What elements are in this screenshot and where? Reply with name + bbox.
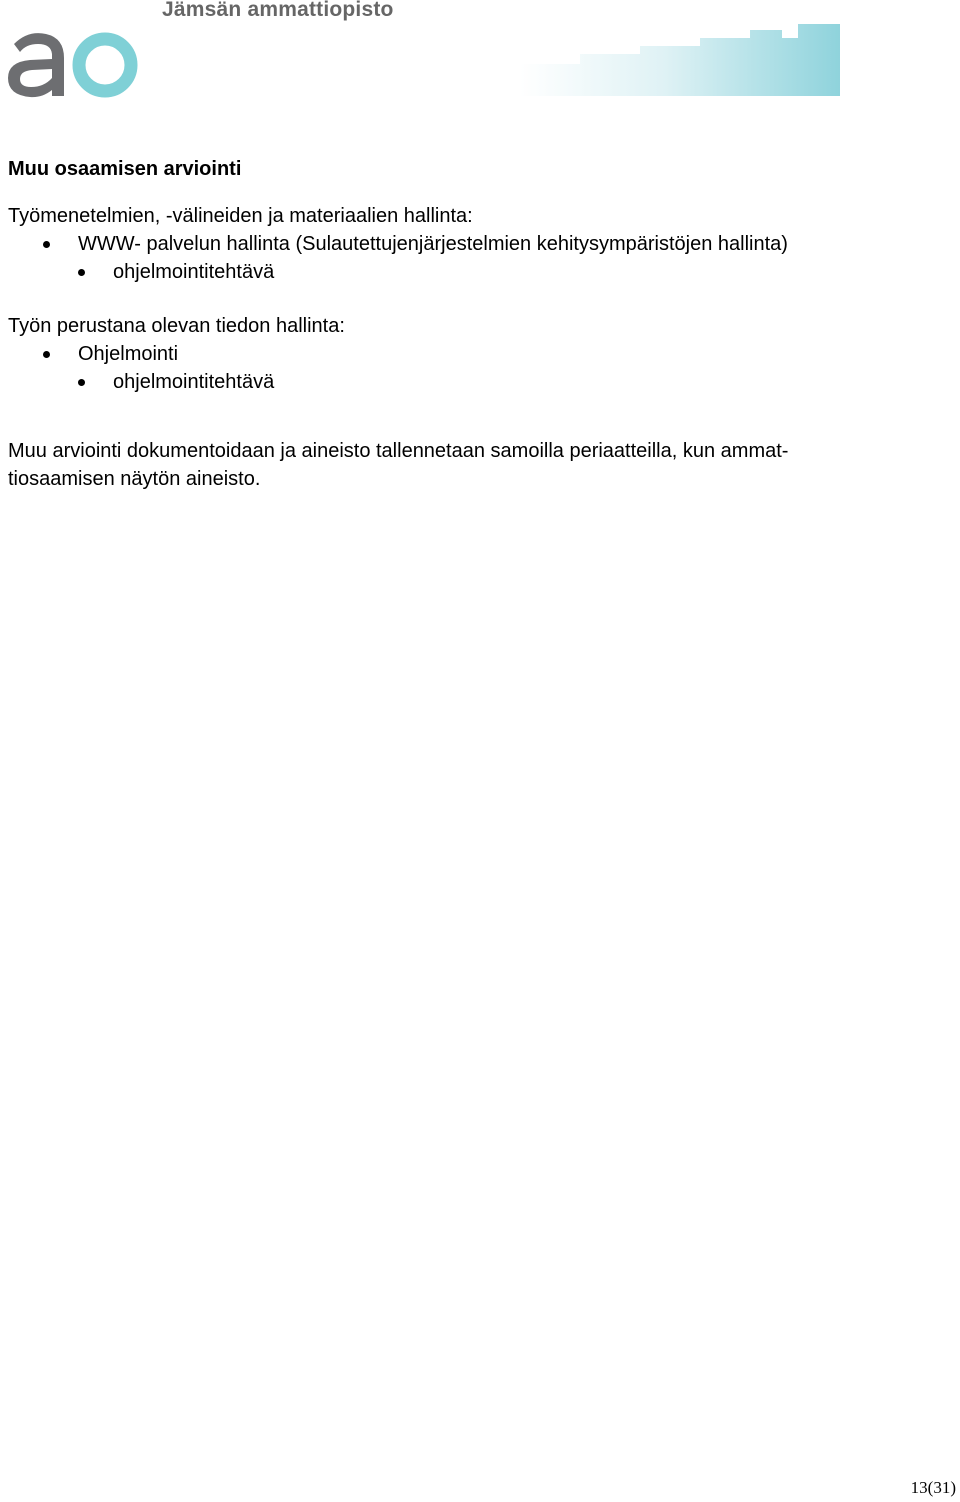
spacer — [8, 286, 952, 312]
sub-list-item — [8, 368, 952, 396]
spacer — [8, 396, 952, 437]
page-header — [0, 0, 960, 110]
list-item-text: WWW- palvelun hallinta (Sulautettujenjärjestelmien kehitysympäristöjen hallinta) — [78, 233, 788, 255]
group-heading: Työn perustana olevan tiedon hallinta: — [8, 315, 345, 337]
list-item-text: Ohjelmointi — [78, 343, 179, 365]
closing-line: tiosaamisen näytön aineisto. — [8, 468, 261, 490]
list-item — [8, 230, 952, 258]
bullet-icon — [78, 379, 85, 386]
group-work-methods — [8, 202, 952, 286]
stairs-graphic — [520, 24, 840, 96]
ao-logo — [4, 20, 144, 102]
closing-line: Muu arviointi dokumentoidaan ja aineisto tallennetaan samoilla periaatteilla, kun ammat- — [8, 440, 789, 462]
group-heading: Työmenetelmien, -välineiden ja materiaalien hallinta: — [8, 205, 473, 227]
school-name: Jämsän ammattiopisto — [162, 0, 394, 21]
group-knowledge — [8, 312, 952, 396]
page-number: 13(31) — [910, 1478, 956, 1497]
bullet-icon — [43, 241, 50, 248]
bullet-icon — [43, 351, 50, 358]
bullet-icon — [78, 269, 85, 276]
closing-paragraph — [8, 437, 952, 493]
section-title: Muu osaamisen arviointi — [8, 158, 242, 180]
sub-list-item-text: ohjelmointitehtävä — [113, 371, 275, 393]
sub-list-item — [8, 258, 952, 286]
document-body — [8, 156, 952, 493]
list-item — [8, 340, 952, 368]
sub-list-item-text: ohjelmointitehtävä — [113, 261, 275, 283]
